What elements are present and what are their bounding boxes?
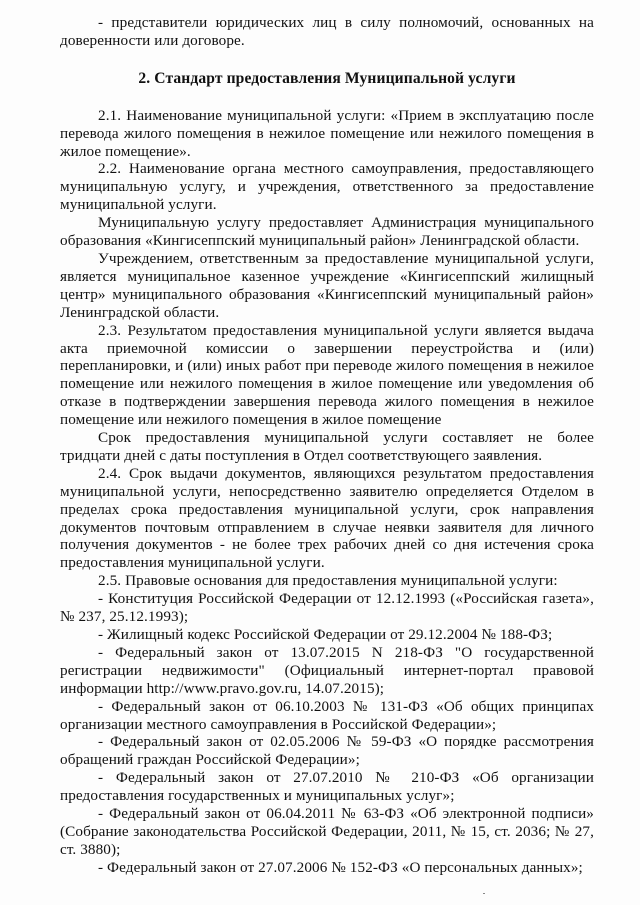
paragraph-2-2: 2.2. Наименование органа местного самоуправления, предоставляющего муниципальную услугу, и учреждения, ответственного за предоставление муниципальной услуги.	[60, 160, 594, 214]
paragraph-institution: Учреждением, ответственным за предоставление муниципальной услуги, является муниципальное казенное учреждение «Кингисеппский жилищный центр» муниципального образования «Кингисеппский муниципальный район» Ленинградской области.	[60, 249, 594, 321]
paragraph-provider: Муниципальную услугу предоставляет Администрация муниципального образования «Кингисеппский муниципальный район» Ленинградской области.	[60, 214, 594, 250]
paragraph-2-3: 2.3. Результатом предоставления муниципальной услуги является выдача акта приемочной комиссии о завершении переустройства и (или) перепланировки, и (или) иных работ при переводе жилого помещения в нежилое помещение или нежилого помещения в жилое помещение или уведомления об отказе в подтверждении завершения перевода жилого помещения в нежилое помещение или нежилого помещения в жилое помещение	[60, 321, 594, 429]
paragraph-2-4: 2.4. Срок выдачи документов, являющихся результатом предоставления муниципальной услуги, непосредственно заявителю определяется Отделом в пределах срока предоставления муниципальной услуги, срок направления документов почтовым отправлением в случае неявки заявителя для личного получения документов - не более трех рабочих дней со дня истечения срока предоставления муниципальной услуги.	[60, 464, 594, 572]
paragraph-term: Срок предоставления муниципальной услуги составляет не более тридцати дней с даты поступления в Отдел соответствующего заявления.	[60, 429, 594, 464]
legal-basis-item: - Жилищный кодекс Российской Федерации от 29.12.2004 № 188-ФЗ;	[98, 626, 553, 643]
legal-basis-item: - Конституция Российской Федерации от 12.12.1993 («Российская газета», № 237, 25.12.1993);	[60, 590, 594, 626]
legal-basis-item: - Федеральный закон от 27.07.2006 № 152-ФЗ «О персональных данных»;	[98, 858, 583, 876]
legal-basis-item: - Федеральный закон от 06.04.2011 № 63-ФЗ «Об электронной подписи» (Собрание законодательства Российской Федерации, 2011, № 15, ст. 2036; № 27, ст. 3880);	[60, 805, 594, 858]
legal-basis-item: - Федеральный закон от 13.07.2015 N 218-ФЗ "О государственной регистрации недвижимости" (Официальный интернет-портал правовой информации http://www.pravo.gov.ru, 14.07.2015);	[60, 643, 594, 697]
paragraph-2-5: 2.5. Правовые основания для предоставления муниципальной услуги:	[98, 572, 558, 590]
intro-paragraph: - представители юридических лиц в силу полномочий, основанных на доверенности или договоре.	[60, 14, 594, 49]
section-heading: 2. Стандарт предоставления Муниципальной услуги	[138, 69, 516, 87]
scan-speck	[483, 893, 485, 894]
legal-basis-item: - Федеральный закон от 02.05.2006 № 59-ФЗ «О порядке рассмотрения обращений граждан Российской Федерации»;	[60, 733, 594, 769]
legal-basis-item: - Федеральный закон от 06.10.2003 № 131-ФЗ «Об общих принципах организации местного самоуправления в Российской Федерации»;	[60, 697, 594, 733]
paragraph-2-1: 2.1. Наименование муниципальной услуги: «Прием в эксплуатацию после перевода жилого помещения в нежилое помещение или нежилого помещения в жилое помещение».	[60, 106, 594, 160]
legal-basis-item: - Федеральный закон от 27.07.2010 № 210-ФЗ «Об организации предоставления государственных и муниципальных услуг»;	[60, 769, 594, 805]
document-body	[60, 14, 594, 877]
